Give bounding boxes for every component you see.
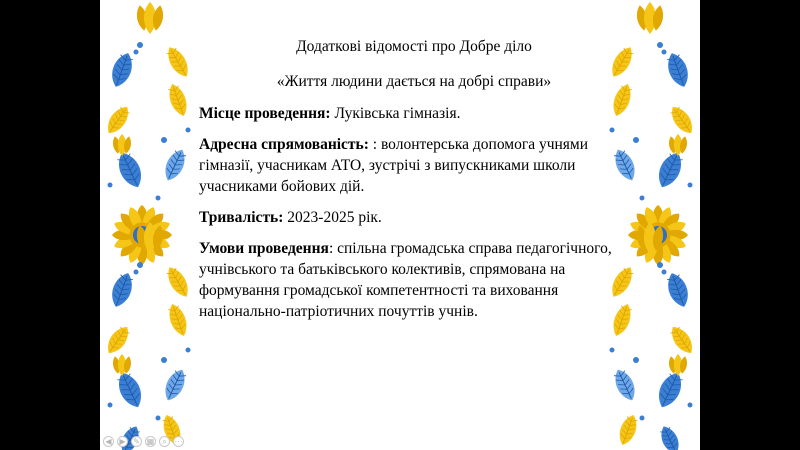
dot-right-1-1 [662, 270, 667, 275]
dot-left-1-4 [186, 348, 191, 353]
dot-left-0-0 [137, 42, 143, 48]
duration-label: Тривалість: [199, 209, 284, 226]
tulip-right-1b [668, 354, 689, 376]
dot-left-1-2 [161, 357, 167, 363]
leaf-left-0d [103, 103, 134, 138]
dot-right-1-2 [633, 357, 639, 363]
slides-icon[interactable]: ▦ [146, 437, 155, 446]
slide-text [199, 36, 629, 332]
leaf-left-0b [163, 44, 193, 81]
dot-right-1-5 [688, 403, 693, 408]
zoom-icon[interactable]: ⌕ [159, 436, 170, 447]
pen-icon[interactable]: ✎ [131, 436, 142, 447]
leaf-left-1f [160, 366, 189, 404]
conditions-value: : спільна громадська справа педагогічного, учнівського та батьківського колективів, спрямована на формування громадської компетентності та виховання національно-патріотичних почуттів учнів. [199, 240, 612, 320]
leaf-left-1d [103, 323, 134, 358]
tulip-left-0b [112, 134, 133, 156]
leaf-left-1c [165, 301, 191, 338]
leaf-right-0d [667, 103, 698, 138]
dot-right-1-3 [640, 416, 645, 421]
direction-paragraph [199, 134, 629, 197]
tulip-right-0a [635, 2, 665, 34]
tulip-right-0b [668, 134, 689, 156]
dot-left-0-2 [161, 137, 167, 143]
leaf-right-bottom2 [657, 423, 683, 450]
dot-left-0-5 [108, 183, 113, 188]
slide-subtitle: «Життя людини дається на добрі справи» [276, 73, 552, 90]
leaf-right-1e [653, 369, 687, 412]
place-paragraph [199, 103, 629, 124]
prev-icon[interactable]: ◀ [103, 436, 114, 447]
dot-right-0-1 [662, 50, 667, 55]
leaf-left-1e [113, 369, 147, 412]
direction-label: Адресна спрямованість: [199, 136, 369, 153]
next-icon[interactable]: ▶ [117, 436, 128, 447]
dot-right-0-2 [633, 137, 639, 143]
duration-paragraph [199, 207, 629, 228]
leaf-right-bottom [615, 412, 640, 447]
leaf-left-1b [163, 264, 193, 301]
slide [100, 0, 700, 450]
dot-left-0-3 [156, 196, 161, 201]
leaf-right-0e [653, 149, 687, 192]
dot-right-0-0 [657, 42, 663, 48]
dot-right-0-3 [640, 196, 645, 201]
leaf-left-0f [160, 146, 189, 184]
tulip-left-0a [135, 2, 165, 34]
dot-left-0-4 [186, 128, 191, 133]
conditions-label: Умови проведення [199, 240, 329, 257]
place-label: Місце проведення: [199, 105, 331, 122]
dot-left-1-5 [108, 403, 113, 408]
slide-title: Додаткові відомості про Добре діло [296, 38, 532, 55]
ornament-border-left [100, 0, 200, 450]
direction-value: : волонтерська допомога учнями гімназії, учасникам АТО, зустрічі з випускниками школи учасниками бойових дій. [199, 136, 589, 195]
leaf-right-1a [663, 270, 692, 310]
leaf-right-0a [663, 50, 692, 90]
leaf-left-0c [165, 81, 191, 118]
dot-left-1-1 [134, 270, 139, 275]
dot-right-1-0 [657, 262, 663, 268]
slideshow-controls [103, 436, 184, 448]
leaf-right-1d [667, 323, 698, 358]
dot-left-1-0 [137, 262, 143, 268]
dot-left-0-1 [134, 50, 139, 55]
conditions-paragraph [199, 238, 629, 322]
more-icon[interactable]: ⋯ [174, 437, 183, 446]
leaf-left-1a [107, 270, 136, 310]
leaf-right-1f [610, 366, 639, 404]
place-value: Луківська гімназія. [330, 105, 461, 122]
leaf-left-0e [113, 149, 147, 192]
leaf-left-0a [107, 50, 136, 90]
dot-right-1-4 [610, 348, 615, 353]
dot-right-0-5 [688, 183, 693, 188]
tulip-left-1b [112, 354, 133, 376]
dot-left-1-3 [156, 416, 161, 421]
duration-value: 2023-2025 рік. [283, 209, 382, 226]
